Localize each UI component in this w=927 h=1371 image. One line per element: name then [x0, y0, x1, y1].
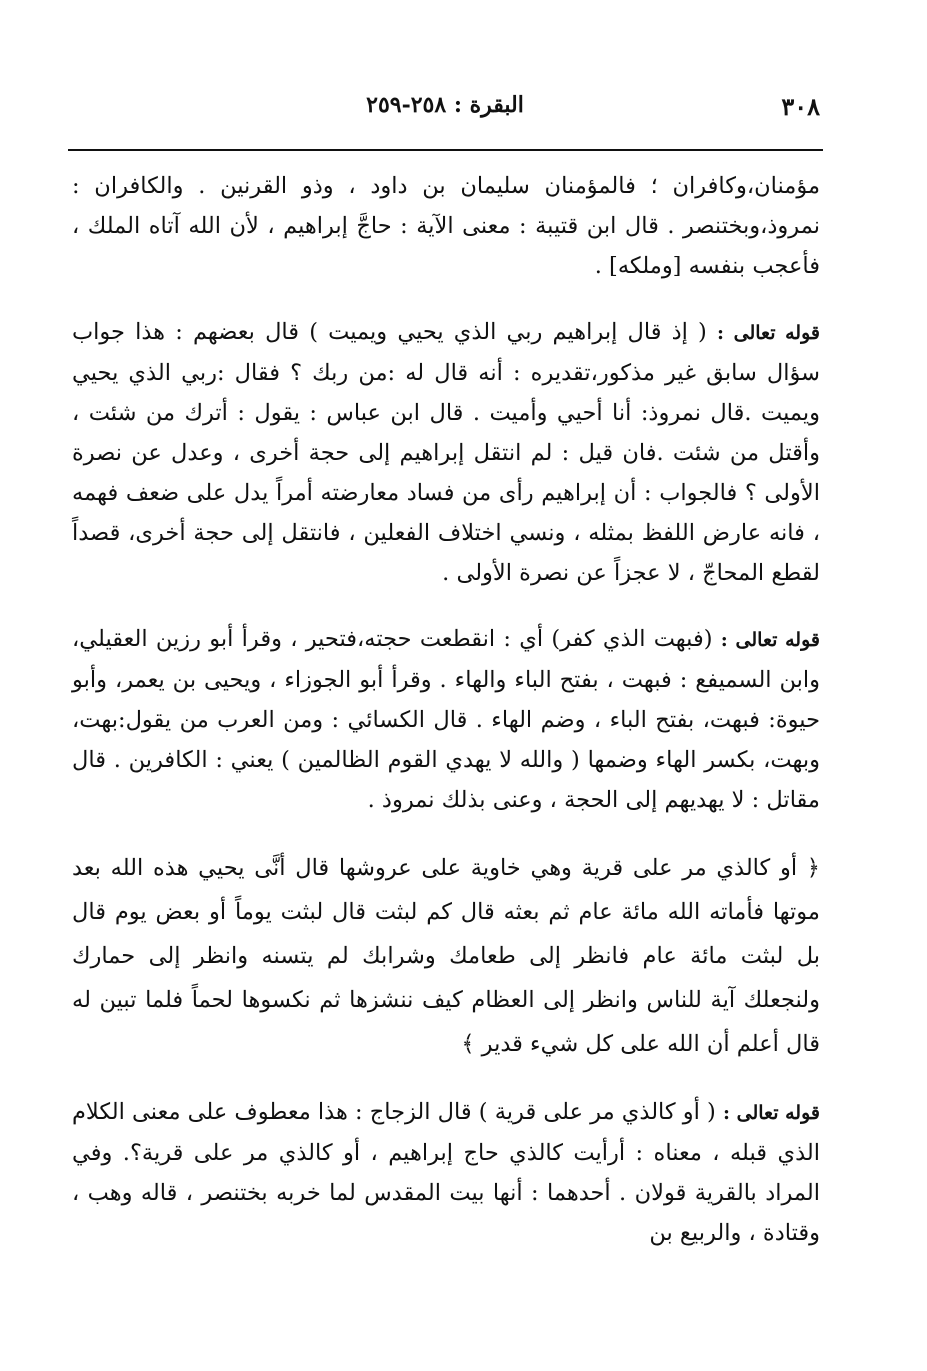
paragraph-2: [72, 312, 820, 593]
paragraph-text: (فبهت الذي كفر) أي : انقطعت حجته،فتحير ، وقرأ أبو رزين العقيلي، وابن السميفع : فبهت ، بفتح الباء والهاء . وقرأ أبو الجوزاء ، ويحيى بن يعمر، وأبو حيوة: فبهت، بفتح الباء ، وضم الهاء . قال الكسائي : ومن العرب من يقول:بهت، وبهت، بكسر الهاء وضمها ( والله لا يهدي القوم الظالمين ) يعني : الكافرين . قال مقاتل : لا يهديهم إلى الحجة ، وعنى بذلك نمروذ .: [72, 626, 820, 813]
paragraph-text: ( أو كالذي مر على قرية ) قال الزجاج : هذا معطوف على معنى الكلام الذي قبله ، معناه : أرأيت كالذي حاج إبراهيم ، أو كالذي مر على قرية؟. وفي المراد بالقرية قولان . أحدهما : أنها بيت المقدس لما خربه بختنصر ، قاله وهب ، وقتادة ، والربيع بن: [72, 1099, 820, 1246]
body-text: [72, 166, 820, 1271]
header-rule: [68, 149, 823, 151]
paragraph-3: [72, 619, 820, 820]
quran-verse: [72, 846, 820, 1066]
paragraph-text: ( إذ قال إبراهيم ربي الذي يحيي ويميت ) قال بعضهم : هذا جواب سؤال سابق غير مذكور،تقديره : أنه قال له :من ربك ؟ فقال :ربي الذي يحيي ويميت .قال نمروذ: أنا أحيي وأميت . قال ابن عباس : يقول : أترك من شئت ، وأقتل من شئت .فان قيل : لم انتقل إبراهيم إلى حجة أخرى ، وعدل عن نصرة الأولى ؟ فالجواب : أن إبراهيم رأى من فساد معارضته أمراً يدل على ضعف فهمه ، فانه عارض اللفظ بمثله ، ونسي اختلاف الفعلين ، فانتقل إلى حجة أخرى، قصداً لقطع المحاجّ ، لا عجزاً عن نصرة الأولى .: [72, 319, 820, 586]
paragraph-1: [72, 166, 820, 286]
paragraph-text: مؤمنان،وكافران ؛ فالمؤمنان سليمان بن داود ، وذو القرنين . والكافران : نمروذ،وبختنصر . قال ابن قتيبة : معنى الآية : حاجَّ إبراهيم ، لأن الله آتاه الملك ، فأعجب بنفسه [وملكه] .: [72, 173, 820, 279]
commentary-label: قوله تعالى :: [720, 629, 820, 651]
commentary-label: قوله تعالى :: [722, 1102, 820, 1124]
page-header: [70, 92, 820, 132]
running-title: البقرة : ٢٥٨-٢٥٩: [366, 92, 524, 118]
page-number: ٣٠٨: [781, 92, 820, 121]
verse-text: ﴿ أو كالذي مر على قرية وهي خاوية على عروشها قال أنَّى يحيي هذه الله بعد موتها فأماته الله مائة عام ثم بعثه قال كم لبثت قال لبثت يوماً أو بعض يوم قال بل لبثت مائة عام فانظر إلى طعامك وشرابك لم يتسنه وانظر إلى حمارك ولنجعلك آية للناس وانظر إلى العظام كيف ننشزها ثم نكسوها لحماً فلما تبين له قال أعلم أن الله على كل شيء قدير ﴾: [72, 855, 820, 1057]
commentary-label: قوله تعالى :: [717, 322, 820, 344]
paragraph-5: [72, 1092, 820, 1253]
